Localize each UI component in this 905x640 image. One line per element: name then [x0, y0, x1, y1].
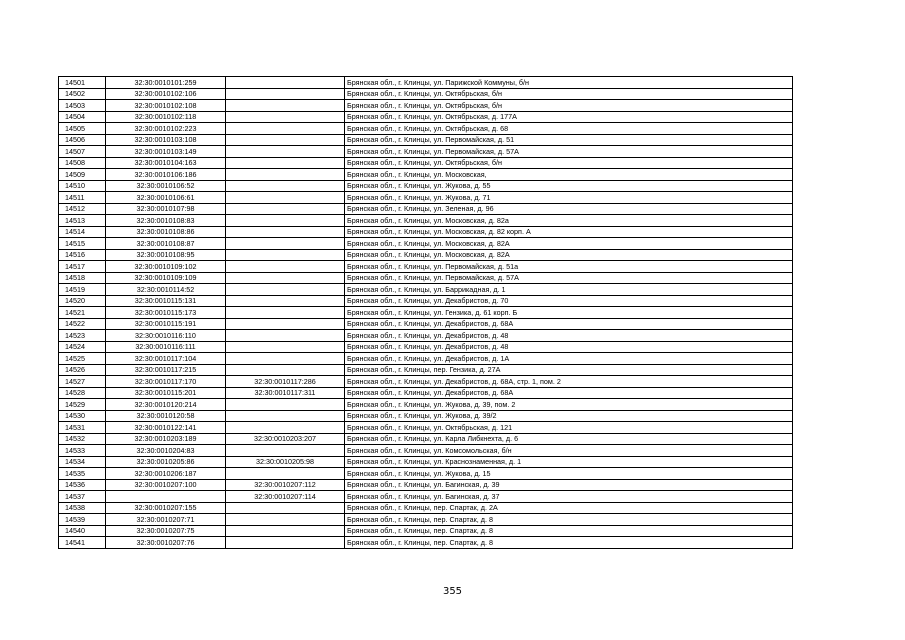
row-number-cell: 14508: [59, 157, 106, 169]
row-number-cell: 14503: [59, 100, 106, 112]
table-row: [59, 537, 793, 549]
row-number-cell: 14535: [59, 468, 106, 480]
related-cadastral-number-cell: [226, 307, 345, 319]
table-row: [59, 180, 793, 192]
cadastral-number-cell: 32:30:0010116:111: [106, 341, 226, 353]
table-row: [59, 445, 793, 457]
table-row: [59, 364, 793, 376]
cadastral-number-cell: 32:30:0010207:75: [106, 525, 226, 537]
related-cadastral-number-cell: [226, 318, 345, 330]
table-row: [59, 410, 793, 422]
row-number-cell: 14522: [59, 318, 106, 330]
table-row: [59, 111, 793, 123]
row-number-cell: 14527: [59, 376, 106, 388]
cadastral-number-cell: 32:30:0010102:118: [106, 111, 226, 123]
table-row: [59, 261, 793, 273]
related-cadastral-number-cell: [226, 192, 345, 204]
row-number-cell: 14513: [59, 215, 106, 227]
row-number-cell: 14536: [59, 479, 106, 491]
address-cell: Брянская обл., г. Клинцы, пер. Спартак, д. 2А: [345, 502, 793, 514]
address-cell: Брянская обл., г. Клинцы, пер. Гензика, д. 27А: [345, 364, 793, 376]
address-cell: Брянская обл., г. Клинцы, ул. Московская, д. 82а: [345, 215, 793, 227]
row-number-cell: 14516: [59, 249, 106, 261]
related-cadastral-number-cell: [226, 514, 345, 526]
address-cell: Брянская обл., г. Клинцы, ул. Жукова, д. 39, пом. 2: [345, 399, 793, 411]
related-cadastral-number-cell: [226, 537, 345, 549]
cadastral-number-cell: 32:30:0010102:106: [106, 88, 226, 100]
row-number-cell: 14501: [59, 77, 106, 89]
address-cell: Брянская обл., г. Клинцы, ул. Гензика, д. 61 корп. Б: [345, 307, 793, 319]
table-row: [59, 318, 793, 330]
related-cadastral-number-cell: 32:30:0010207:112: [226, 479, 345, 491]
cadastral-number-cell: 32:30:0010122:141: [106, 422, 226, 434]
address-cell: Брянская обл., г. Клинцы, ул. Багинская, д. 39: [345, 479, 793, 491]
cadastral-number-cell: 32:30:0010108:87: [106, 238, 226, 250]
table-row: [59, 514, 793, 526]
table-row: [59, 192, 793, 204]
table-row: [59, 399, 793, 411]
address-cell: Брянская обл., г. Клинцы, ул. Первомайская, д. 57А: [345, 272, 793, 284]
address-cell: Брянская обл., г. Клинцы, ул. Московская, д. 82 корп. А: [345, 226, 793, 238]
related-cadastral-number-cell: [226, 525, 345, 537]
table-row: [59, 215, 793, 227]
page-number: 355: [442, 586, 463, 597]
related-cadastral-number-cell: [226, 284, 345, 296]
row-number-cell: 14521: [59, 307, 106, 319]
address-cell: Брянская обл., г. Клинцы, ул. Багинская, д. 37: [345, 491, 793, 503]
address-cell: Брянская обл., г. Клинцы, ул. Первомайская, д. 57А: [345, 146, 793, 158]
address-cell: Брянская обл., г. Клинцы, ул. Московская, д. 82А: [345, 249, 793, 261]
row-number-cell: 14525: [59, 353, 106, 365]
address-cell: Брянская обл., г. Клинцы, ул. Декабристов, д. 68А: [345, 387, 793, 399]
table-row: [59, 284, 793, 296]
related-cadastral-number-cell: [226, 146, 345, 158]
row-number-cell: 14504: [59, 111, 106, 123]
cadastral-number-cell: 32:30:0010108:95: [106, 249, 226, 261]
row-number-cell: 14518: [59, 272, 106, 284]
row-number-cell: 14512: [59, 203, 106, 215]
cadastral-number-cell: 32:30:0010106:52: [106, 180, 226, 192]
cadastral-number-cell: 32:30:0010117:215: [106, 364, 226, 376]
address-cell: Брянская обл., г. Клинцы, ул. Комсомольская, б/н: [345, 445, 793, 457]
table-row: [59, 525, 793, 537]
address-cell: Брянская обл., г. Клинцы, пер. Спартак, д. 8: [345, 537, 793, 549]
address-cell: Брянская обл., г. Клинцы, ул. Октябрьская, д. 121: [345, 422, 793, 434]
related-cadastral-number-cell: [226, 422, 345, 434]
address-cell: Брянская обл., г. Клинцы, ул. Октябрьская, д. 177А: [345, 111, 793, 123]
table-row: [59, 307, 793, 319]
row-number-cell: 14541: [59, 537, 106, 549]
address-cell: Брянская обл., г. Клинцы, ул. Декабристов, д. 70: [345, 295, 793, 307]
table-row: [59, 433, 793, 445]
cadastral-number-cell: 32:30:0010117:104: [106, 353, 226, 365]
related-cadastral-number-cell: [226, 169, 345, 181]
table-row: [59, 146, 793, 158]
table-row: [59, 238, 793, 250]
table-row: [59, 502, 793, 514]
row-number-cell: 14517: [59, 261, 106, 273]
related-cadastral-number-cell: [226, 502, 345, 514]
table-row: [59, 100, 793, 112]
table-row: [59, 203, 793, 215]
table-row: [59, 330, 793, 342]
related-cadastral-number-cell: [226, 88, 345, 100]
table-row: [59, 491, 793, 503]
cadastral-number-cell: 32:30:0010106:186: [106, 169, 226, 181]
table-row: [59, 123, 793, 135]
related-cadastral-number-cell: [226, 134, 345, 146]
row-number-cell: 14533: [59, 445, 106, 457]
address-cell: Брянская обл., г. Клинцы, ул. Октябрьская, б/н: [345, 100, 793, 112]
address-cell: Брянская обл., г. Клинцы, ул. Октябрьская, б/н: [345, 88, 793, 100]
address-cell: Брянская обл., г. Клинцы, ул. Жукова, д. 39/2: [345, 410, 793, 422]
row-number-cell: 14526: [59, 364, 106, 376]
table-row: [59, 226, 793, 238]
row-number-cell: 14505: [59, 123, 106, 135]
table-row: [59, 456, 793, 468]
table-row: [59, 341, 793, 353]
cadastral-number-cell: 32:30:0010207:100: [106, 479, 226, 491]
related-cadastral-number-cell: 32:30:0010207:114: [226, 491, 345, 503]
related-cadastral-number-cell: [226, 111, 345, 123]
row-number-cell: 14506: [59, 134, 106, 146]
related-cadastral-number-cell: [226, 226, 345, 238]
table-row: [59, 479, 793, 491]
related-cadastral-number-cell: [226, 100, 345, 112]
address-cell: Брянская обл., г. Клинцы, ул. Первомайская, д. 51: [345, 134, 793, 146]
cadastral-number-cell: 32:30:0010116:110: [106, 330, 226, 342]
cadastral-number-cell: 32:30:0010117:170: [106, 376, 226, 388]
row-number-cell: 14530: [59, 410, 106, 422]
row-number-cell: 14510: [59, 180, 106, 192]
cadastral-number-cell: 32:30:0010115:131: [106, 295, 226, 307]
address-cell: Брянская обл., г. Клинцы, ул. Парижской Коммуны, б/н: [345, 77, 793, 89]
address-cell: Брянская обл., г. Клинцы, ул. Декабристов, д. 68А, стр. 1, пом. 2: [345, 376, 793, 388]
row-number-cell: 14523: [59, 330, 106, 342]
row-number-cell: 14537: [59, 491, 106, 503]
row-number-cell: 14511: [59, 192, 106, 204]
table-row: [59, 376, 793, 388]
address-cell: Брянская обл., г. Клинцы, ул. Декабристов, д. 1А: [345, 353, 793, 365]
address-cell: Брянская обл., г. Клинцы, ул. Жукова, д. 55: [345, 180, 793, 192]
related-cadastral-number-cell: [226, 364, 345, 376]
cadastral-number-cell: 32:30:0010104:163: [106, 157, 226, 169]
cadastral-number-cell: 32:30:0010115:201: [106, 387, 226, 399]
address-cell: Брянская обл., г. Клинцы, ул. Зеленая, д. 96: [345, 203, 793, 215]
related-cadastral-number-cell: 32:30:0010203:207: [226, 433, 345, 445]
table-row: [59, 157, 793, 169]
cadastral-number-cell: 32:30:0010207:71: [106, 514, 226, 526]
related-cadastral-number-cell: [226, 272, 345, 284]
cadastral-number-cell: 32:30:0010108:86: [106, 226, 226, 238]
table-row: [59, 249, 793, 261]
table-row: [59, 468, 793, 480]
address-cell: Брянская обл., г. Клинцы, пер. Спартак, д. 8: [345, 525, 793, 537]
table-row: [59, 295, 793, 307]
table-row: [59, 169, 793, 181]
address-cell: Брянская обл., г. Клинцы, ул. Баррикадная, д. 1: [345, 284, 793, 296]
table-row: [59, 353, 793, 365]
register-table-body: [59, 77, 793, 549]
related-cadastral-number-cell: 32:30:0010117:311: [226, 387, 345, 399]
row-number-cell: 14532: [59, 433, 106, 445]
cadastral-number-cell: 32:30:0010115:173: [106, 307, 226, 319]
row-number-cell: 14528: [59, 387, 106, 399]
related-cadastral-number-cell: [226, 445, 345, 457]
row-number-cell: 14502: [59, 88, 106, 100]
cadastral-number-cell: 32:30:0010102:108: [106, 100, 226, 112]
related-cadastral-number-cell: [226, 77, 345, 89]
row-number-cell: 14539: [59, 514, 106, 526]
cadastral-number-cell: 32:30:0010115:191: [106, 318, 226, 330]
address-cell: Брянская обл., г. Клинцы, ул. Московская, д. 82А: [345, 238, 793, 250]
address-cell: Брянская обл., г. Клинцы, ул. Октябрьская, б/н: [345, 157, 793, 169]
cadastral-number-cell: 32:30:0010103:149: [106, 146, 226, 158]
address-cell: Брянская обл., г. Клинцы, ул. Жукова, д. 71: [345, 192, 793, 204]
address-cell: Брянская обл., г. Клинцы, пер. Спартак, д. 8: [345, 514, 793, 526]
cadastral-number-cell: 32:30:0010114:52: [106, 284, 226, 296]
table-row: [59, 88, 793, 100]
row-number-cell: 14514: [59, 226, 106, 238]
related-cadastral-number-cell: [226, 215, 345, 227]
table-row: [59, 387, 793, 399]
related-cadastral-number-cell: 32:30:0010117:286: [226, 376, 345, 388]
address-cell: Брянская обл., г. Клинцы, ул. Декабристов, д. 68А: [345, 318, 793, 330]
cadastral-number-cell: 32:30:0010205:86: [106, 456, 226, 468]
address-cell: Брянская обл., г. Клинцы, ул. Краснознаменная, д. 1: [345, 456, 793, 468]
row-number-cell: 14534: [59, 456, 106, 468]
cadastral-number-cell: 32:30:0010108:83: [106, 215, 226, 227]
related-cadastral-number-cell: [226, 341, 345, 353]
row-number-cell: 14524: [59, 341, 106, 353]
row-number-cell: 14540: [59, 525, 106, 537]
cadastral-number-cell: 32:30:0010203:189: [106, 433, 226, 445]
related-cadastral-number-cell: [226, 157, 345, 169]
cadastral-number-cell: 32:30:0010102:223: [106, 123, 226, 135]
table-row: [59, 77, 793, 89]
cadastral-number-cell: 32:30:0010107:98: [106, 203, 226, 215]
related-cadastral-number-cell: [226, 249, 345, 261]
row-number-cell: 14507: [59, 146, 106, 158]
cadastral-number-cell: 32:30:0010207:155: [106, 502, 226, 514]
related-cadastral-number-cell: [226, 295, 345, 307]
address-cell: Брянская обл., г. Клинцы, ул. Московская,: [345, 169, 793, 181]
address-cell: Брянская обл., г. Клинцы, ул. Жукова, д. 15: [345, 468, 793, 480]
related-cadastral-number-cell: [226, 123, 345, 135]
cadastral-number-cell: 32:30:0010206:187: [106, 468, 226, 480]
cadastral-number-cell: 32:30:0010120:214: [106, 399, 226, 411]
related-cadastral-number-cell: [226, 353, 345, 365]
related-cadastral-number-cell: [226, 203, 345, 215]
row-number-cell: 14509: [59, 169, 106, 181]
cadastral-number-cell: 32:30:0010109:109: [106, 272, 226, 284]
related-cadastral-number-cell: [226, 399, 345, 411]
table-row: [59, 272, 793, 284]
row-number-cell: 14520: [59, 295, 106, 307]
related-cadastral-number-cell: [226, 468, 345, 480]
row-number-cell: 14538: [59, 502, 106, 514]
related-cadastral-number-cell: [226, 238, 345, 250]
related-cadastral-number-cell: [226, 180, 345, 192]
related-cadastral-number-cell: [226, 261, 345, 273]
related-cadastral-number-cell: [226, 330, 345, 342]
address-cell: Брянская обл., г. Клинцы, ул. Декабристов, д. 48: [345, 330, 793, 342]
cadastral-number-cell: 32:30:0010207:76: [106, 537, 226, 549]
address-cell: Брянская обл., г. Клинцы, ул. Карла Либкнехта, д. 6: [345, 433, 793, 445]
related-cadastral-number-cell: [226, 410, 345, 422]
cadastral-number-cell: 32:30:0010106:61: [106, 192, 226, 204]
address-cell: Брянская обл., г. Клинцы, ул. Первомайская, д. 51а: [345, 261, 793, 273]
cadastral-number-cell: 32:30:0010109:102: [106, 261, 226, 273]
address-cell: Брянская обл., г. Клинцы, ул. Октябрьская, д. 68: [345, 123, 793, 135]
table-row: [59, 422, 793, 434]
row-number-cell: 14519: [59, 284, 106, 296]
address-cell: Брянская обл., г. Клинцы, ул. Декабристов, д. 48: [345, 341, 793, 353]
cadastral-number-cell: 32:30:0010103:108: [106, 134, 226, 146]
cadastral-number-cell: 32:30:0010204:83: [106, 445, 226, 457]
table-row: [59, 134, 793, 146]
row-number-cell: 14531: [59, 422, 106, 434]
property-register-table: [58, 76, 793, 549]
cadastral-number-cell: 32:30:0010120:58: [106, 410, 226, 422]
cadastral-number-cell: [106, 491, 226, 503]
cadastral-number-cell: 32:30:0010101:259: [106, 77, 226, 89]
row-number-cell: 14529: [59, 399, 106, 411]
related-cadastral-number-cell: 32:30:0010205:98: [226, 456, 345, 468]
row-number-cell: 14515: [59, 238, 106, 250]
